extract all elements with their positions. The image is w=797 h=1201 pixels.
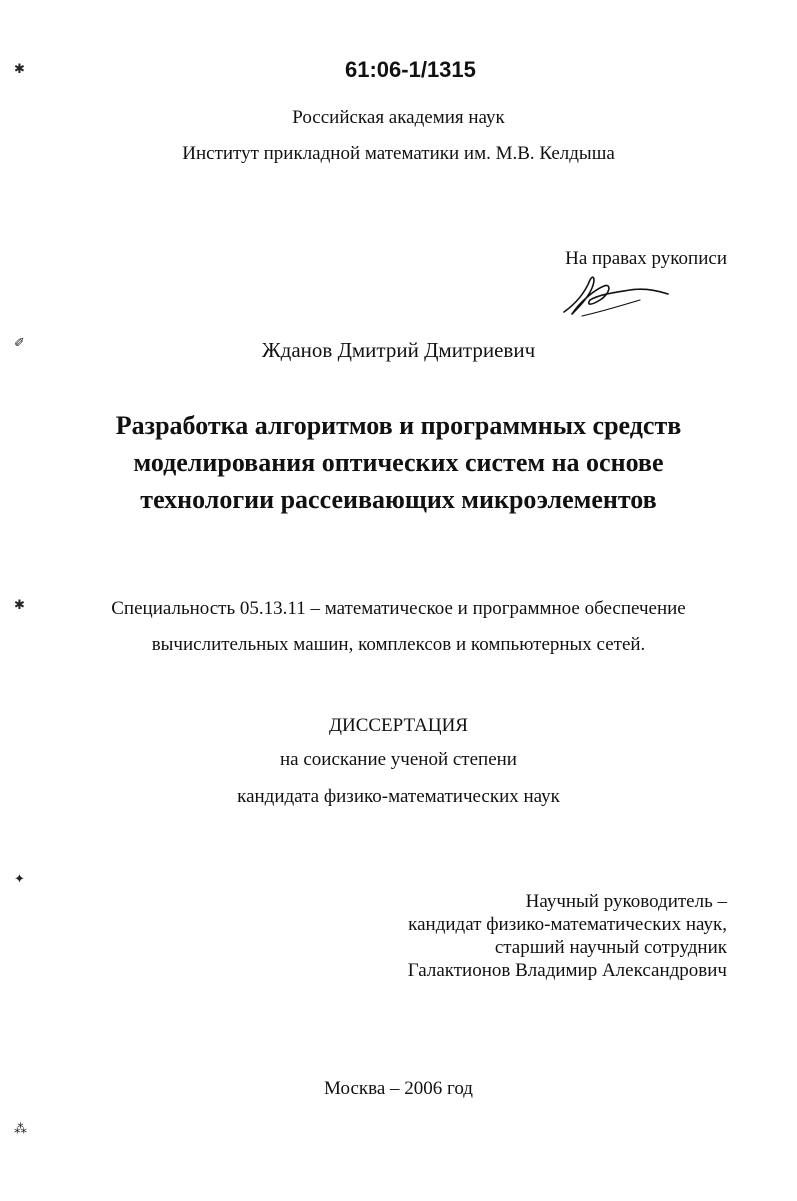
- scan-margin-mark: ⁂: [14, 1122, 27, 1137]
- supervisor-degree: кандидат физико-математических наук,: [408, 914, 727, 935]
- specialty-line: вычислительных машин, комплексов и компьютерных сетей.: [151, 634, 646, 655]
- catalog-number: 61:06-1/1315: [345, 57, 476, 82]
- organization-name: Российская академия наук: [292, 107, 505, 128]
- institute-name: Институт прикладной математики им. М.В. Келдыша: [182, 143, 615, 164]
- scan-margin-mark: ✐: [14, 336, 25, 351]
- degree-purpose: на соискание ученой степени: [280, 749, 517, 770]
- dissertation-label: ДИССЕРТАЦИЯ: [329, 715, 468, 736]
- rights-notice: На правах рукописи: [565, 248, 727, 269]
- handwritten-signature: [560, 272, 672, 320]
- supervisor-label: Научный руководитель –: [525, 891, 727, 912]
- title-line: моделирования оптических систем на основе: [133, 448, 664, 477]
- scan-margin-mark: ✱: [14, 598, 25, 613]
- title-line: технологии рассеивающих микроэлементов: [140, 485, 657, 514]
- specialty-line: Специальность 05.13.11 – математическое и программное обеспечение: [111, 598, 686, 619]
- supervisor-position: старший научный сотрудник: [494, 937, 727, 958]
- scan-margin-mark: ✦: [14, 872, 25, 887]
- title-line: Разработка алгоритмов и программных средств: [115, 411, 682, 440]
- author-name: Жданов Дмитрий Дмитриевич: [261, 338, 536, 362]
- city-year: Москва – 2006 год: [324, 1078, 473, 1099]
- supervisor-name: Галактионов Владимир Александрович: [407, 960, 727, 981]
- scan-margin-mark: ✱: [14, 62, 25, 77]
- degree-name: кандидата физико-математических наук: [237, 786, 560, 807]
